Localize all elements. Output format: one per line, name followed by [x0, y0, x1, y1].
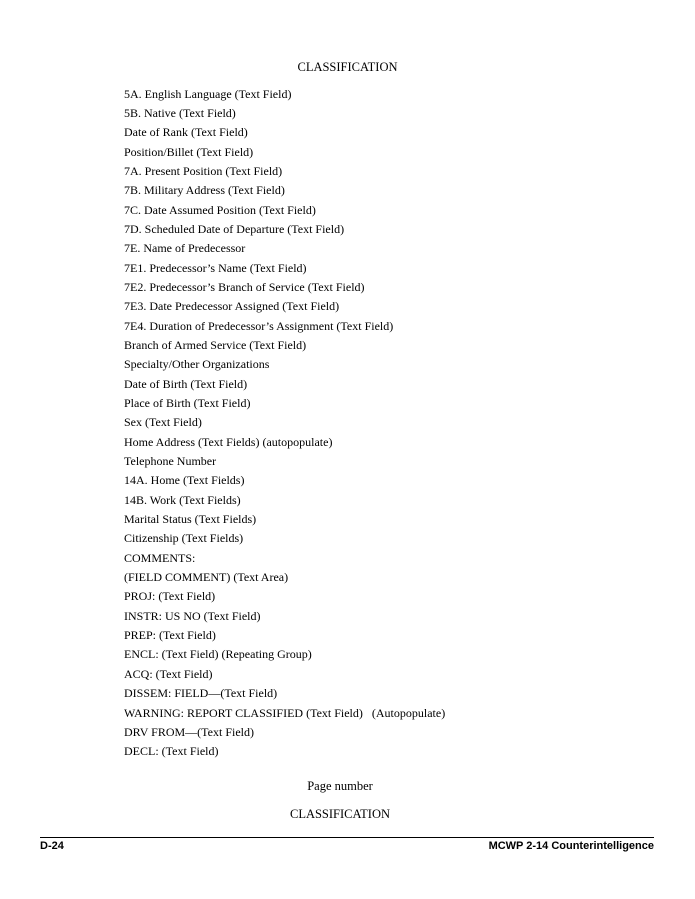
field-list-item: 7E1. Predecessor’s Name (Text Field)	[124, 260, 307, 275]
field-list-item: 7A. Present Position (Text Field)	[124, 163, 283, 178]
field-list-item: DRV FROM—(Text Field)	[124, 724, 254, 739]
footer-publication-title: MCWP 2-14 Counterintelligence	[488, 840, 654, 852]
field-list-item: 5B. Native (Text Field)	[124, 105, 236, 120]
footer-page-id: D-24	[40, 840, 64, 852]
field-list-item: 7D. Scheduled Date of Departure (Text Field)	[124, 221, 345, 236]
field-list-item: Specialty/Other Organizations	[124, 357, 270, 372]
field-list-item: Place of Birth (Text Field)	[124, 396, 251, 410]
classification-footer: CLASSIFICATION	[289, 807, 390, 821]
field-list-item: ACQ: (Text Field)	[124, 666, 213, 681]
field-list-item: Telephone Number	[124, 454, 217, 469]
field-list-item: WARNING: REPORT CLASSIFIED (Text Field) (Autopopulate)	[124, 705, 446, 720]
field-list-item: PROJ: (Text Field)	[124, 589, 216, 604]
field-list-item: Branch of Armed Service (Text Field)	[124, 337, 307, 352]
field-list-item: 7C. Date Assumed Position (Text Field)	[124, 202, 316, 217]
field-list-item: ENCL: (Text Field) (Repeating Group)	[124, 647, 312, 662]
field-list-item: Date of Rank (Text Field)	[124, 125, 248, 140]
field-list-item: Home Address (Text Fields) (autopopulate)	[124, 434, 333, 449]
field-list-item: DECL: (Text Field)	[124, 744, 219, 759]
footer-divider	[40, 837, 654, 838]
field-list-item: 7E2. Predecessor’s Branch of Service (Text Field)	[124, 279, 365, 294]
field-list-item: Position/Billet (Text Field)	[124, 144, 254, 159]
field-list	[124, 85, 445, 762]
field-list-item: COMMENTS:	[124, 550, 196, 565]
field-list-item: Sex (Text Field)	[124, 415, 202, 430]
field-list-item: 7E4. Duration of Predecessor’s Assignment (Text Field)	[124, 318, 394, 333]
field-list-item: 7B. Military Address (Text Field)	[124, 183, 285, 198]
field-list-item: 7E. Name of Predecessor	[124, 241, 246, 256]
field-list-item: 14A. Home (Text Fields)	[124, 473, 245, 488]
field-list-item: Marital Status (Text Fields)	[124, 512, 257, 527]
field-list-item: 5A. English Language (Text Field)	[124, 86, 292, 101]
field-list-item: Date of Birth (Text Field)	[124, 376, 248, 391]
field-list-item: (FIELD COMMENT) (Text Area)	[124, 570, 289, 585]
field-list-item: 14B. Work (Text Fields)	[124, 492, 241, 507]
field-list-item: Citizenship (Text Fields)	[124, 531, 244, 546]
field-list-item: DISSEM: FIELD—(Text Field)	[124, 686, 278, 701]
field-list-item: PREP: (Text Field)	[124, 628, 216, 643]
classification-header: CLASSIFICATION	[297, 60, 398, 74]
field-list-item: 7E3. Date Predecessor Assigned (Text Field)	[124, 299, 340, 314]
page-number-label: Page number	[307, 779, 373, 793]
field-list-item: INSTR: US NO (Text Field)	[124, 608, 261, 623]
